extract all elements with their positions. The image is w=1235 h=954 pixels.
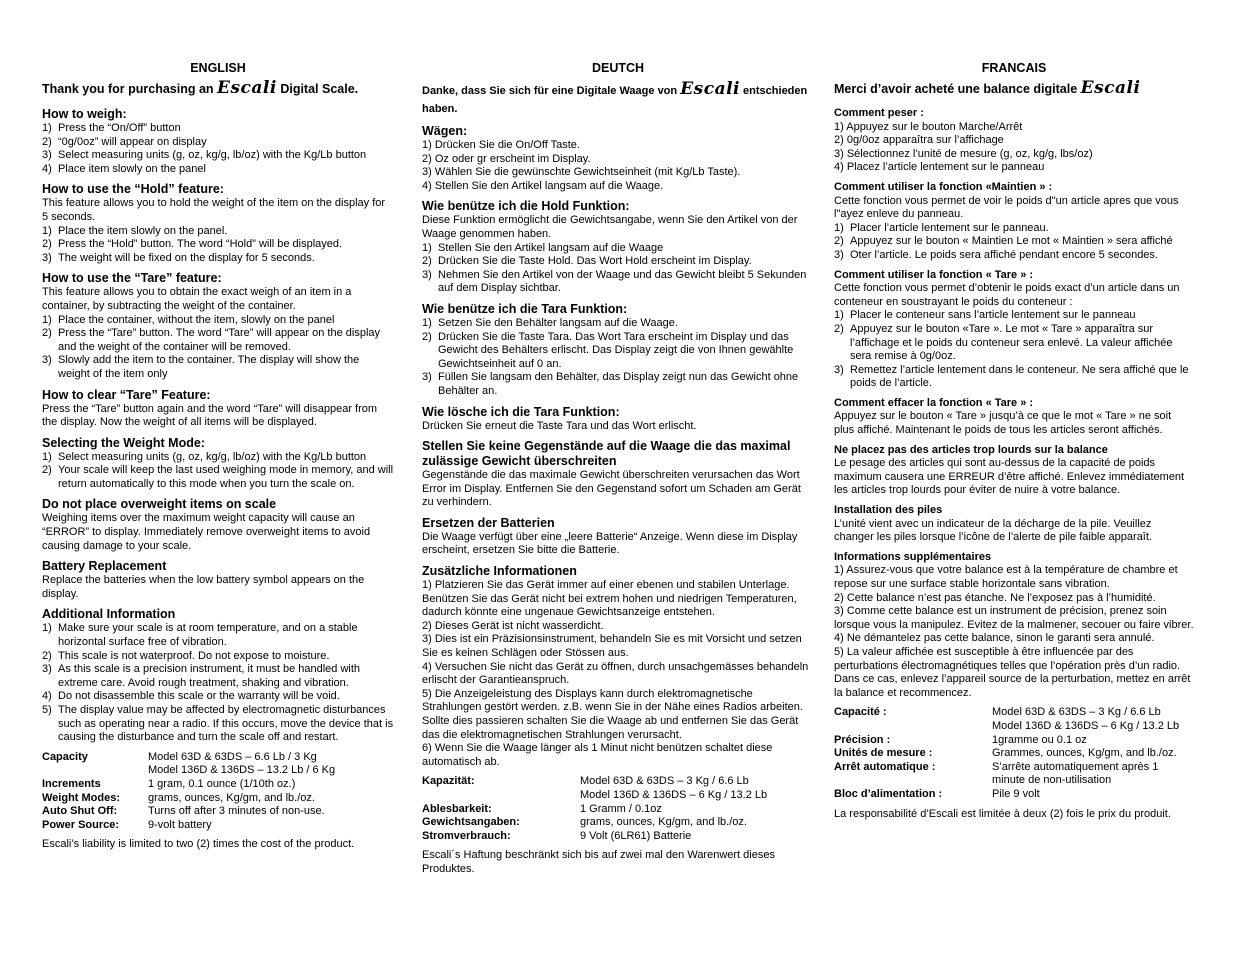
list-item xyxy=(42,622,394,649)
spec-row xyxy=(42,792,335,806)
spec-label: Précision : xyxy=(834,733,891,746)
list-number: 1) xyxy=(42,313,52,326)
list-item-text: “0g/0oz” will appear on display xyxy=(58,135,207,148)
instruction-section xyxy=(42,497,394,553)
list-item xyxy=(42,354,394,381)
section-heading: How to weigh: xyxy=(42,107,127,121)
section-heading: Ne placez pas des articles trop lourds sur la balance xyxy=(834,443,1108,456)
list-number: 2) xyxy=(42,327,52,340)
list-item xyxy=(834,364,1194,391)
list-item xyxy=(422,255,814,269)
list-number: 3) xyxy=(422,268,432,281)
numbered-list xyxy=(834,121,1194,175)
list-number: 4) xyxy=(834,161,847,174)
list-item xyxy=(42,136,394,150)
list-item-text: Ne démantelez pas cette balance, sinon le garanti sera annulé. xyxy=(846,632,1155,645)
section-paragraph: This feature allows you to hold the weight of the item on the display for 5 seconds. xyxy=(42,197,386,223)
list-item-text: Comme cette balance est un instrument de précision, prenez soin lorsque vous la manipulez. Evitez de la malmener, secouer ou faire vibrer. xyxy=(834,605,1194,631)
list-item-text: Remettez l’article lentement dans le conteneur. Ne sera affiché que le poids de l’article. xyxy=(850,363,1189,390)
section-heading: Informations supplémentaires xyxy=(834,550,992,563)
list-item-text: Select measuring units (g, oz, kg/g, lb/oz) with the Kg/Lb button xyxy=(58,450,367,463)
spec-value: Turns off after 3 minutes of non-use. xyxy=(148,805,325,818)
spec-value: 1 Gramm / 0.1oz xyxy=(580,802,662,815)
instruction-section xyxy=(42,107,394,176)
list-number: 5) xyxy=(42,704,52,716)
instruction-section xyxy=(422,516,814,558)
list-number: 2) xyxy=(834,235,844,248)
spec-label: Stromverbrauch: xyxy=(422,829,511,842)
list-item-text: Cette balance n’est pas étanche. Ne l’exposez pas à l’humidité. xyxy=(846,591,1156,604)
section-heading: Wie lösche ich die Tara Funktion: xyxy=(422,404,620,419)
numbered-list xyxy=(42,451,394,492)
list-number: 2) xyxy=(42,649,52,662)
list-item-text: This scale is not waterproof. Do not expose to moisture. xyxy=(58,649,330,662)
section-paragraph: Cette fonction vous permet de voir le poids d"un article apres que vous l"ayez enleve du panneau. xyxy=(834,194,1179,221)
spec-label: Increments xyxy=(42,777,101,790)
spec-value: grams, ounces, Kg/gm, and lb./oz. xyxy=(580,816,747,829)
list-item-text: Slowly add the item to the container. The display will show the weight of the item only xyxy=(58,354,360,380)
spec-value: grams, ounces, Kg/gm, and lb./oz. xyxy=(148,791,315,804)
list-number: 2) xyxy=(422,330,432,343)
instruction-section xyxy=(422,199,814,296)
numbered-list xyxy=(422,242,814,296)
list-item xyxy=(422,633,814,660)
instruction-section xyxy=(834,397,1194,438)
list-item-text: Press the “Tare” button. The word “Tare” will appear on the display and the weight of the container will be removed. xyxy=(58,327,381,353)
list-item xyxy=(42,122,394,136)
list-item-text: Drücken Sie die On/Off Taste. xyxy=(434,139,580,151)
spec-label: Capacité : xyxy=(834,706,887,719)
list-item-text: Placer le conteneur sans l’article lentement sur le panneau xyxy=(850,309,1136,322)
language-heading: ENGLISH xyxy=(190,61,246,75)
list-number: 3) xyxy=(422,371,432,384)
liability-note: La responsabilité d’Escali est limitée à deux (2) fois le prix du produit. xyxy=(834,807,1171,820)
list-item xyxy=(422,620,814,634)
list-item xyxy=(834,134,1194,148)
list-number: 3) xyxy=(834,147,847,160)
section-heading: Installation des piles xyxy=(834,504,943,517)
list-number: 5) xyxy=(834,645,847,658)
spec-value: 1gramme ou 0.1 oz xyxy=(992,733,1087,746)
liability-note: Escali’s liability is limited to two (2) times the cost of the product. xyxy=(42,838,355,851)
list-number: 1) xyxy=(834,564,847,577)
list-number: 6) xyxy=(422,742,435,755)
spec-row xyxy=(42,751,335,778)
list-item-text: Your scale will keep the last used weighing mode in memory, and will return automatically to this mode when you turn the scale on. xyxy=(58,464,394,490)
spec-label: Unités de mesure : xyxy=(834,747,933,760)
list-item xyxy=(834,249,1194,263)
list-number: 2) xyxy=(422,619,435,632)
section-heading: How to clear “Tare” Feature: xyxy=(42,387,211,402)
list-item xyxy=(834,309,1194,323)
instruction-section xyxy=(834,181,1194,263)
list-item xyxy=(422,661,814,688)
section-heading: Ersetzen der Batterien xyxy=(422,515,555,530)
list-item-text: Placer l’article lentement sur le panneau. xyxy=(850,221,1049,234)
list-item xyxy=(422,242,814,256)
instruction-section xyxy=(42,271,394,381)
instruction-section xyxy=(42,436,394,492)
section-heading: Battery Replacement xyxy=(42,559,167,574)
list-item-text: The display value may be affected by electromagnetic disturbances such as operating near a radio. If this occurs, move the device that is causing the disturbance and turn the scale off and restart. xyxy=(58,704,394,744)
numbered-list xyxy=(422,317,814,399)
thank-you-text: Danke, dass Sie sich für eine Digitale Waage von xyxy=(422,85,681,97)
list-item-text: Stellen Sie den Artikel langsam auf die Waage. xyxy=(434,179,664,192)
list-number: 1) xyxy=(834,309,844,322)
list-number: 1) xyxy=(42,622,52,635)
thank-you-line xyxy=(422,80,814,118)
spec-value: Model 63D & 63DS – 3 Kg / 6.6 Lb Model 136D & 136DS – 6 Kg / 13.2 Lb xyxy=(580,775,768,801)
numbered-list xyxy=(834,564,1194,700)
list-number: 2) xyxy=(834,134,847,147)
list-number: 2) xyxy=(834,322,844,335)
section-paragraph: Cette fonction vous permet d’obtenir le poids exact d’un article dans un conteneur en soustrayant le poids du conteneur : xyxy=(834,282,1180,308)
list-item-text: Oz oder gr erscheint im Display. xyxy=(434,152,591,165)
list-item xyxy=(834,222,1194,236)
section-paragraph: Weighing items over the maximum weight capacity will cause an “ERROR” to display. Immediately remove overweight items to avoid causing damage to your scale. xyxy=(42,512,371,552)
list-item xyxy=(422,579,814,620)
specifications-table xyxy=(42,751,335,833)
instruction-section xyxy=(834,551,1194,701)
instruction-section xyxy=(834,444,1194,498)
spec-value: S’arrête automatiquement après 1 minute de non-utilisation xyxy=(992,760,1159,787)
list-item-text: Drücken Sie die Taste Tara. Das Wort Tara erscheint im Display und das Gewicht des Behälters erlischt. Das Display zeigt die von Ihnen gewählte Gewichtseinheit auf 0 an. xyxy=(438,330,794,370)
spec-row xyxy=(42,819,335,833)
spec-row xyxy=(422,803,767,817)
spec-row xyxy=(834,761,1194,788)
list-item-text: Appuyez sur le bouton Marche/Arrêt xyxy=(846,120,1023,133)
list-number: 2) xyxy=(42,238,52,251)
list-item xyxy=(422,331,814,372)
list-item-text: Appuyez sur le bouton «Tare ». Le mot « Tare » apparaîtra sur l’affichage et le poids du conteneur sera enlevé. La valeur affichée sera remise à 0g/0oz. xyxy=(850,322,1173,363)
list-item xyxy=(42,314,394,328)
section-paragraph: L’unité vient avec un indicateur de la décharge de la pile. Veuillez changer les piles lorsque l’icône de l’alerte de pile faible apparaît. xyxy=(834,517,1152,544)
list-item xyxy=(834,161,1194,175)
spec-row xyxy=(834,734,1194,748)
instruction-section xyxy=(42,607,394,744)
list-item-text: Oter l’article. Le poids sera affiché pendant encore 5 secondes. xyxy=(850,248,1158,261)
section-heading: Do not place overweight items on scale xyxy=(42,497,277,512)
list-item xyxy=(422,742,814,769)
list-number: 1) xyxy=(422,316,432,329)
list-item-text: Place the container, without the item, slowly on the panel xyxy=(58,313,335,326)
instruction-section xyxy=(422,124,814,193)
list-item-text: 0g/0oz apparaîtra sur l’affichage xyxy=(846,134,1004,147)
list-item xyxy=(42,252,394,266)
list-item-text: Dieses Gerät ist nicht wasserdicht. xyxy=(434,619,604,632)
spec-row xyxy=(834,788,1194,802)
list-number: 2) xyxy=(422,152,435,165)
list-number: 3) xyxy=(834,363,844,376)
list-item xyxy=(834,564,1194,591)
list-item xyxy=(42,690,394,704)
list-number: 2) xyxy=(834,591,847,604)
list-item xyxy=(422,153,814,167)
list-item-text: Die Anzeigeleistung des Displays kann durch elektromagnetische Strahlungen gestört werden. z.B. wenn Sie in der Nähe eines Radios arbeiten. Sollte dies passieren schalten Sie die Waage ab und entfernen Sie das Gerät das die elektromagnetischen Strahlungen verursacht. xyxy=(422,687,803,741)
list-item xyxy=(42,704,394,745)
instruction-section xyxy=(834,269,1194,391)
english-column xyxy=(42,58,394,852)
section-paragraph: Appuyez sur le bouton « Tare » jusqu’à ce que le mot « Tare » ne soit plus affiché. Maintenant le poids de tous les articles seront affichés. xyxy=(834,410,1172,437)
list-item xyxy=(834,148,1194,162)
list-item-text: Place item slowly on the panel xyxy=(58,162,206,175)
list-number: 1) xyxy=(42,224,52,237)
spec-row xyxy=(834,747,1194,761)
escali-logo: Escali xyxy=(217,78,277,98)
list-number: 3) xyxy=(42,354,52,367)
list-number: 3) xyxy=(42,149,52,162)
list-number: 4) xyxy=(42,162,52,175)
list-item-text: Nehmen Sie den Artikel von der Waage und das Gewicht bleibt 5 Sekunden auf dem Display sichtbar. xyxy=(438,268,807,295)
list-item-text: The weight will be fixed on the display for 5 seconds. xyxy=(58,251,315,264)
list-item xyxy=(422,371,814,398)
instruction-section xyxy=(422,405,814,434)
section-heading: Selecting the Weight Mode: xyxy=(42,435,205,450)
list-number: 1) xyxy=(834,221,844,234)
list-item xyxy=(834,235,1194,249)
french-column xyxy=(834,58,1194,821)
section-heading: Wie benütze ich die Hold Funktion: xyxy=(422,199,630,214)
list-item-text: Do not disassemble this scale or the warranty will be void. xyxy=(58,690,340,703)
section-heading: How to use the “Hold” feature: xyxy=(42,182,224,197)
list-item xyxy=(834,646,1194,700)
spec-label: Power Source: xyxy=(42,818,120,831)
thank-you-line xyxy=(834,80,1194,97)
list-item xyxy=(422,166,814,180)
list-item xyxy=(422,688,814,742)
language-heading: DEUTCH xyxy=(591,61,645,75)
section-heading: Comment peser : xyxy=(834,107,924,119)
numbered-list xyxy=(422,139,814,193)
section-heading: Comment utiliser la fonction «Maintien » : xyxy=(834,180,1053,193)
thank-you-text-end: entschieden haben. xyxy=(422,85,808,115)
numbered-list xyxy=(42,314,394,382)
spec-value: Model 63D & 63DS – 3 Kg / 6.6 Lb Model 136D & 136DS – 6 Kg / 13.2 Lb xyxy=(992,706,1180,732)
list-item-text: As this scale is a precision instrument, it must be handled with extreme care. Avoid rough treatment, shaking and vibration. xyxy=(58,663,361,689)
list-item xyxy=(422,139,814,153)
list-item-text: Wählen Sie die gewünschte Gewichtseinheit (mit Kg/Lb Taste). xyxy=(434,166,741,179)
section-paragraph: Gegenstände die das maximale Gewicht überschreiten verursachen das Wort Error im Display. Entfernen Sie den Gegenstand sofort um Schaden am Gerät zu verhindern. xyxy=(422,469,801,509)
list-item-text: Sélectionnez l’unité de mesure (g, oz, kg/g, lbs/oz) xyxy=(846,147,1093,160)
numbered-list xyxy=(42,225,394,266)
spec-value: Pile 9 volt xyxy=(992,787,1040,800)
numbered-list xyxy=(834,309,1194,391)
spec-label: Capacity xyxy=(42,750,88,763)
list-item-text: Assurez-vous que votre balance est à la température de chambre et repose sur une surface stable horizontale sans vibration. xyxy=(834,564,1178,590)
section-paragraph: Drücken Sie erneut die Taste Tara und das Wort erlischt. xyxy=(422,419,697,432)
numbered-list xyxy=(422,579,814,769)
numbered-list xyxy=(42,122,394,176)
list-number: 1) xyxy=(42,450,52,463)
thank-you-text-end: Digital Scale. xyxy=(276,82,359,96)
list-number: 4) xyxy=(422,660,435,673)
list-item-text: Press the “On/Off” button xyxy=(58,122,181,134)
list-item-text: Appuyez sur le bouton « Maintien Le mot « Maintien » sera affiché xyxy=(850,235,1173,248)
list-item xyxy=(42,650,394,664)
list-number: 3) xyxy=(42,251,52,264)
list-number: 2) xyxy=(42,464,52,477)
spec-label: Gewichtsangaben: xyxy=(422,816,520,829)
section-heading: Stellen Sie keine Gegenstände auf die Waage die das maximal zulässige Gewicht überschreiten xyxy=(422,439,791,469)
spec-label: Auto Shut Off: xyxy=(42,805,118,818)
list-item-text: Dies ist ein Präzisionsinstrument, behandeln Sie es mit Vorsicht und setzen Sie es keinen Schlägen oder Stössen aus. xyxy=(422,633,802,660)
spec-row xyxy=(834,706,1194,733)
instruction-section xyxy=(42,388,394,430)
list-item-text: Make sure your scale is at room temperature, and on a stable horizontal surface free of vibration. xyxy=(58,622,358,649)
section-paragraph: This feature allows you to obtain the exact weigh of an item in a container, by subtracting the weight of the container. xyxy=(42,286,352,312)
list-item xyxy=(834,121,1194,135)
specifications-table xyxy=(422,775,767,843)
spec-value: 1 gram, 0.1 ounce (1/10th oz.) xyxy=(148,777,296,790)
list-number: 1) xyxy=(422,241,432,254)
list-number: 4) xyxy=(42,690,52,703)
section-paragraph: Press the “Tare” button again and the word “Tare” will disappear from the display. Now the weight of all items will be displayed. xyxy=(42,402,378,429)
section-paragraph: Le pesage des articles qui sont au-dessus de la capacité de poids maximum causera une ERREUR d’être affiché. Enlevez immédiatement les articles trop lourds pour éviter de nuire à votre balance. xyxy=(834,457,1185,497)
section-heading: Comment utiliser la fonction « Tare » : xyxy=(834,268,1034,281)
list-number: 4) xyxy=(422,179,435,192)
list-item-text: Drücken Sie die Taste Hold. Das Wort Hold erscheint im Display. xyxy=(438,255,752,268)
section-heading: Wie benütze ich die Tara Funktion: xyxy=(422,301,628,316)
section-heading: Wägen: xyxy=(422,124,468,138)
section-heading: Comment effacer la fonction « Tare » : xyxy=(834,396,1034,409)
list-item xyxy=(422,317,814,331)
list-number: 3) xyxy=(42,663,52,676)
section-paragraph: Die Waage verfügt über eine „leere Batterie“ Anzeige. Wenn diese im Display erscheint, ersetzen Sie bitte die Batterie. xyxy=(422,530,798,557)
list-item-text: La valeur affichée est susceptible à être influencée par des perturbations électromagnétiques telles que l’opération près d’un radio. Dans ce cas, enlevez l’appareil source de la perturbation, mettez en arrêt la balance et recommencez. xyxy=(834,645,1191,699)
spec-row xyxy=(422,816,767,830)
section-heading: How to use the “Tare” feature: xyxy=(42,271,222,286)
list-item xyxy=(42,327,394,354)
list-item-text: Füllen Sie langsam den Behälter, das Display zeigt nun das Gewicht ohne Behälter an. xyxy=(438,371,799,397)
list-number: 2) xyxy=(422,255,432,268)
list-item xyxy=(834,605,1194,632)
list-number: 1) xyxy=(834,120,847,133)
spec-row xyxy=(422,775,767,802)
instruction-section xyxy=(422,564,814,769)
list-item-text: Platzieren Sie das Gerät immer auf einer ebenen und stabilen Unterlage. Benützen Sie das Gerät nicht bei extrem hohen und niedrigen Temperaturen, dadurch könnte eine ungenaue Gewichtsanzeige entstehen. xyxy=(422,579,797,619)
list-number: 3) xyxy=(834,248,844,261)
list-item-text: Placez l’article lentement sur le panneau xyxy=(846,161,1045,174)
spec-label: Bloc d’alimentation : xyxy=(834,787,943,800)
list-number: 1) xyxy=(422,579,435,592)
numbered-list xyxy=(42,622,394,744)
spec-value: Grammes, ounces, Kg/gm, and lb./oz. xyxy=(992,747,1177,760)
specifications-table xyxy=(834,706,1194,801)
instruction-section xyxy=(42,559,394,601)
list-number: 3) xyxy=(834,605,847,618)
section-paragraph: Diese Funktion ermöglicht die Gewichtsangabe, wenn Sie den Artikel von der Waage genommen haben. xyxy=(422,214,798,240)
section-heading: Zusätzliche Informationen xyxy=(422,564,577,579)
spec-label: Ablesbarkeit: xyxy=(422,802,492,815)
list-number: 3) xyxy=(422,166,435,179)
list-item xyxy=(422,269,814,296)
escali-logo: Escali xyxy=(1080,78,1141,98)
list-item xyxy=(422,180,814,194)
instruction-section xyxy=(422,439,814,510)
list-item xyxy=(42,163,394,177)
list-item-text: Setzen Sie den Behälter langsam auf die Waage. xyxy=(438,316,678,329)
list-item xyxy=(834,632,1194,646)
instruction-section xyxy=(42,182,394,265)
list-number: 1) xyxy=(42,122,52,134)
list-item xyxy=(42,238,394,252)
escali-logo: Escali xyxy=(680,79,740,99)
liability-note: Escali´s Haftung beschränkt sich bis auf zwei mal den Warenwert dieses Produktes. xyxy=(422,849,775,875)
list-item xyxy=(42,464,394,491)
thank-you-text: Merci d’avoir acheté une balance digitale xyxy=(834,82,1081,96)
instruction-section xyxy=(834,107,1194,175)
instruction-section xyxy=(422,302,814,399)
list-item xyxy=(42,663,394,690)
list-item-text: Select measuring units (g, oz, kg/g, lb/oz) with the Kg/Lb button xyxy=(58,149,367,162)
spec-label: Arrêt automatique : xyxy=(834,760,936,773)
spec-row xyxy=(422,830,767,844)
list-number: 3) xyxy=(422,633,435,646)
list-item-text: Place the item slowly on the panel. xyxy=(58,224,228,237)
list-item xyxy=(42,225,394,239)
spec-value: 9 Volt (6LR61) Batterie xyxy=(580,829,692,842)
thank-you-text: Thank you for purchasing an xyxy=(42,82,218,96)
list-item xyxy=(42,149,394,163)
list-item xyxy=(42,451,394,465)
list-number: 1) xyxy=(422,139,435,151)
section-heading: Additional Information xyxy=(42,607,176,622)
list-number: 2) xyxy=(42,135,52,148)
list-item xyxy=(834,323,1194,364)
list-number: 5) xyxy=(422,687,435,700)
numbered-list xyxy=(834,222,1194,263)
spec-value: 9-volt battery xyxy=(148,818,212,831)
thank-you-line xyxy=(42,80,394,97)
list-item-text: Wenn Sie die Waage länger als 1 Minut nicht benützen schaltet diese automatisch ab. xyxy=(422,742,773,768)
spec-row xyxy=(42,805,335,819)
section-paragraph: Replace the batteries when the low battery symbol appears on the display. xyxy=(42,574,365,600)
spec-label: Weight Modes: xyxy=(42,791,121,804)
language-heading: FRANCAIS xyxy=(981,61,1047,75)
spec-label: Kapazität: xyxy=(422,775,475,788)
list-number: 4) xyxy=(834,632,847,645)
spec-row xyxy=(42,778,335,792)
german-column xyxy=(422,58,814,877)
list-item-text: Versuchen Sie nicht das Gerät zu öffnen, durch unsachgemässes behandeln erlischt der Garantieanspruch. xyxy=(422,660,809,687)
instruction-section xyxy=(834,504,1194,545)
list-item-text: Press the “Hold” button. The word “Hold” will be displayed. xyxy=(58,238,343,251)
list-item xyxy=(834,592,1194,606)
spec-value: Model 63D & 63DS – 6.6 Lb / 3 Kg Model 136D & 136DS – 13.2 Lb / 6 Kg xyxy=(148,750,336,777)
list-item-text: Stellen Sie den Artikel langsam auf die Waage xyxy=(438,241,664,254)
